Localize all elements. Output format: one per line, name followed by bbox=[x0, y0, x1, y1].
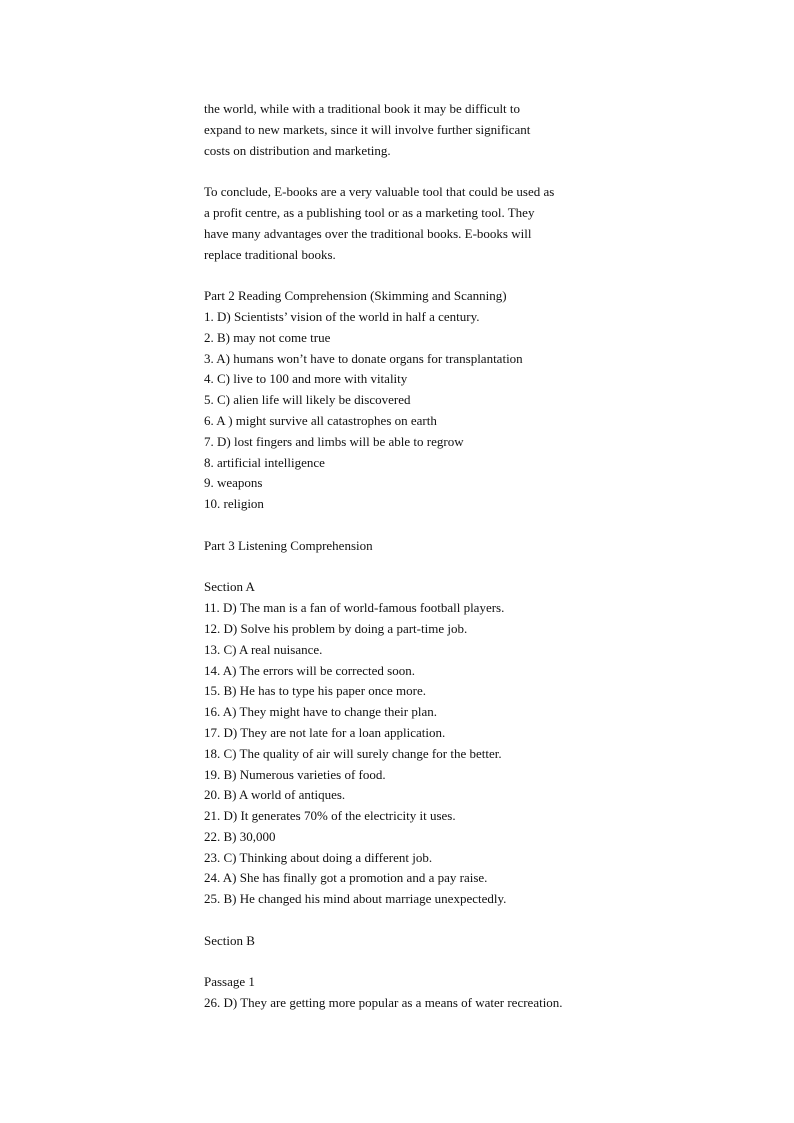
answer-item: 10. religion bbox=[204, 496, 264, 512]
text-line: To conclude, E-books are a very valuable tool that could be used as bbox=[204, 184, 555, 200]
answer-item: 17. D) They are not late for a loan application. bbox=[204, 724, 446, 740]
answer-item: 24. A) She has finally got a promotion and a pay raise. bbox=[204, 870, 488, 886]
answer-item: 23. C) Thinking about doing a different job. bbox=[204, 849, 433, 865]
answer-item: 2. B) may not come true bbox=[204, 329, 331, 345]
answer-item: 19. B) Numerous varieties of food. bbox=[204, 766, 386, 782]
answer-item: 12. D) Solve his problem by doing a part-time job. bbox=[204, 620, 468, 636]
answer-item: 14. A) The errors will be corrected soon. bbox=[204, 662, 415, 678]
text-line: replace traditional books. bbox=[204, 246, 336, 262]
paragraph-gap bbox=[204, 952, 624, 973]
answer-item: 16. A) They might have to change their plan. bbox=[204, 704, 437, 720]
text-line: expand to new markets, since it will involve further significant bbox=[204, 121, 531, 137]
part2-heading: Part 2 Reading Comprehension (Skimming and Scanning) bbox=[204, 288, 507, 304]
part3-section bbox=[204, 536, 624, 1014]
section-b bbox=[204, 931, 624, 1014]
answer-item: 3. A) humans won’t have to donate organs for transplantation bbox=[204, 350, 523, 366]
intro-paragraph bbox=[204, 99, 624, 161]
section-a bbox=[204, 577, 624, 910]
answer-item: 20. B) A world of antiques. bbox=[204, 787, 346, 803]
answer-item: 25. B) He changed his mind about marriage unexpectedly. bbox=[204, 891, 507, 907]
text-line: a profit centre, as a publishing tool or as a marketing tool. They bbox=[204, 204, 535, 220]
answer-item: 6. A ) might survive all catastrophes on earth bbox=[204, 412, 437, 428]
passage-1 bbox=[204, 972, 624, 1014]
paragraph-gap bbox=[204, 515, 624, 536]
answer-item: 7. D) lost fingers and limbs will be able to regrow bbox=[204, 433, 464, 449]
answer-item: 18. C) The quality of air will surely change for the better. bbox=[204, 745, 502, 761]
part3-heading: Part 3 Listening Comprehension bbox=[204, 537, 373, 553]
answer-item: 4. C) live to 100 and more with vitality bbox=[204, 371, 408, 387]
text-line: have many advantages over the traditional books. E-books will bbox=[204, 225, 532, 241]
section-a-heading: Section A bbox=[204, 579, 255, 595]
section-b-heading: Section B bbox=[204, 932, 255, 948]
passage-1-heading: Passage 1 bbox=[204, 974, 255, 990]
answer-item: 8. artificial intelligence bbox=[204, 454, 325, 470]
paragraph-gap bbox=[204, 910, 624, 931]
paragraph-gap bbox=[204, 161, 624, 182]
answer-item: 9. weapons bbox=[204, 475, 263, 491]
answer-item: 15. B) He has to type his paper once more. bbox=[204, 683, 427, 699]
answer-item: 26. D) They are getting more popular as a means of water recreation. bbox=[204, 995, 563, 1011]
answer-item: 13. C) A real nuisance. bbox=[204, 641, 323, 657]
conclusion-paragraph bbox=[204, 182, 624, 265]
answer-item: 21. D) It generates 70% of the electricity it uses. bbox=[204, 808, 456, 824]
document-page bbox=[204, 99, 624, 1014]
text-line: the world, while with a traditional book it may be difficult to bbox=[204, 101, 521, 116]
paragraph-gap bbox=[204, 265, 624, 286]
part2-section bbox=[204, 286, 624, 515]
answer-item: 1. D) Scientists’ vision of the world in half a century. bbox=[204, 308, 480, 324]
paragraph-gap bbox=[204, 557, 624, 578]
text-line: costs on distribution and marketing. bbox=[204, 142, 391, 158]
answer-item: 5. C) alien life will likely be discovered bbox=[204, 392, 411, 408]
answer-item: 11. D) The man is a fan of world-famous football players. bbox=[204, 600, 505, 616]
answer-item: 22. B) 30,000 bbox=[204, 828, 276, 844]
